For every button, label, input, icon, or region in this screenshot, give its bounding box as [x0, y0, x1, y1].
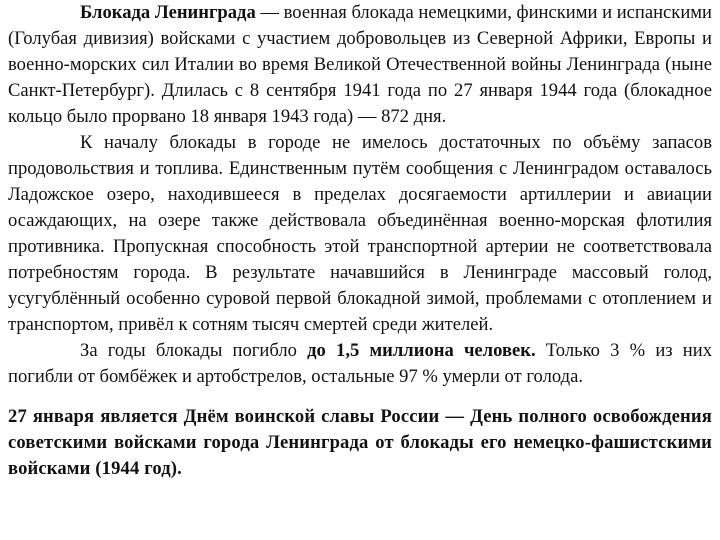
casualties-bold-figure: до 1,5 миллиона человек. — [307, 340, 536, 361]
paragraph-memorial-day: 27 января является Днём воинской славы России — День полного освобождения советскими войсками города Ленинграда от блокады его немецко-фашистскими войсками (1944 год). — [8, 406, 712, 479]
paragraph-casualties — [8, 338, 712, 390]
paragraph-supplies: К началу блокады в городе не имелось достаточных по объёму запасов продовольствия и топлива. Единственным путём сообщения с Ленинградом оставалось Ладожское озеро, находившееся в пределах досягаемости артиллерии и авиации осаждающих, на озере также действовала объединённая военно-морская флотилия противника. Пропускная способность этой транспортной артерии не соответствовала потребностям города. В результате начавшийся в Ленинграде массовый голод, усугублённый особенно суровой первой блокадной зимой, проблемами с отоплением и транспортом, привёл к сотням тысяч смертей среди жителей. — [8, 132, 712, 335]
casualties-text-after: Только 3 % из них погибли от бомбёжек и артобстрелов, остальные 97 % умерли от голода. — [8, 340, 713, 387]
term-blockade: Блокада Ленинграда — [80, 2, 256, 23]
casualties-text-before: За годы блокады погибло — [80, 340, 308, 361]
paragraph-intro-text: — военная блокада немецкими, финскими и испанскими (Голубая дивизия) войсками с участием добровольцев из Северной Африки, Европы и военно-морских сил Италии во время Великой Отечественной войны Ленинграда (ныне Санкт-Петербург). Длилась с 8 сентября 1941 года по 27 января 1944 года (блокадное кольцо было прорвано 18 января 1943 года) — 872 дня. — [8, 2, 713, 127]
paragraph-intro — [8, 0, 712, 130]
